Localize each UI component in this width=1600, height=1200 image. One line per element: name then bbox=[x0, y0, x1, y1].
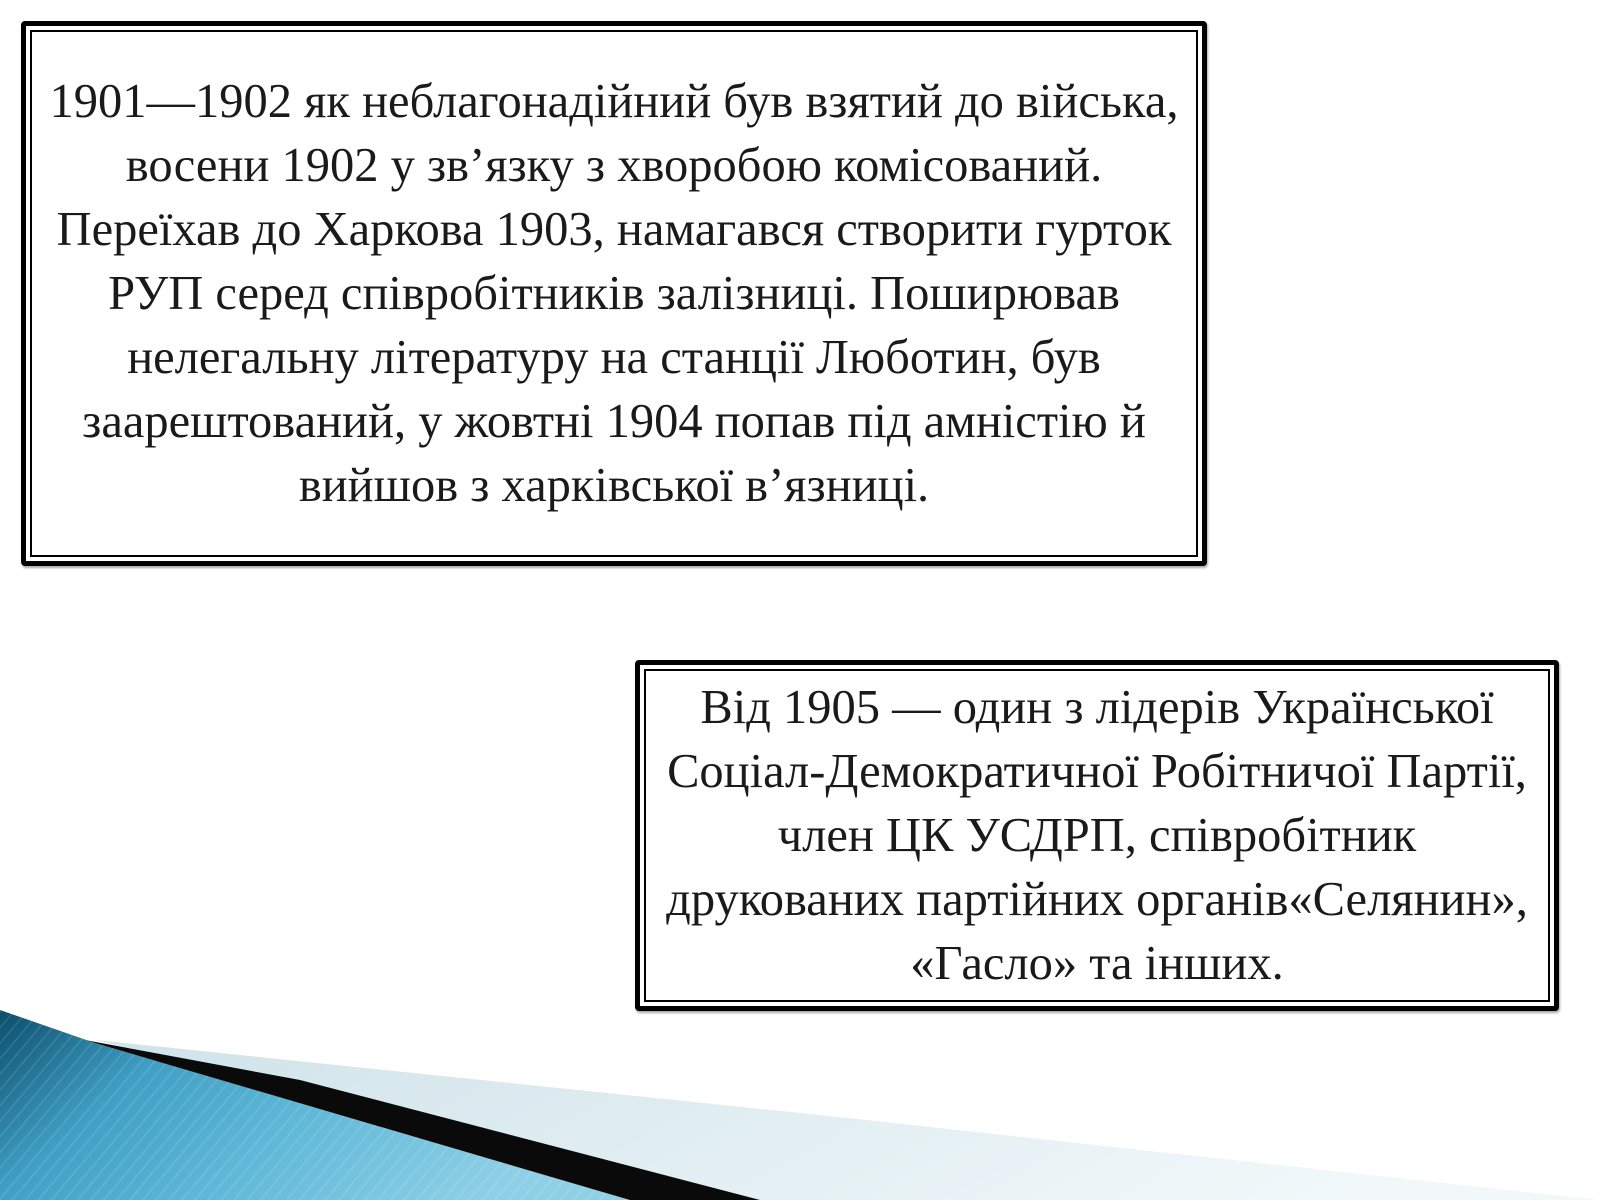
text-box-inner-border bbox=[644, 669, 1550, 1002]
text-box-inner-border bbox=[30, 30, 1198, 557]
blue-swoosh-texture bbox=[0, 1010, 630, 1200]
biography-text-box-1 bbox=[21, 21, 1207, 566]
biography-paragraph-2: Від 1905 — один з лідерів Української Соціал-Демократичної Робітничої Партії, член ЦК УСДРП, співробітник друкованих партійних органів«Селянин», «Гасло» та інших. bbox=[666, 680, 1528, 990]
biography-text-box-2 bbox=[635, 660, 1559, 1011]
pale-swoosh-shape bbox=[95, 1040, 1600, 1200]
blue-swoosh-shape bbox=[0, 1010, 630, 1200]
black-swoosh-shape bbox=[85, 1040, 760, 1200]
biography-paragraph-1: 1901—1902 як неблагонадійний був взятий до війська, восени 1902 у зв’язку з хворобою комісований. Переїхав до Харкова 1903, намагався створити гурток РУП серед співробітників залізниці. Поширював нелегальну літературу на станції Люботин, був заарештований, у жовтні 1904 попав під амністію й вийшов з харківської в’язниці. bbox=[49, 74, 1179, 512]
